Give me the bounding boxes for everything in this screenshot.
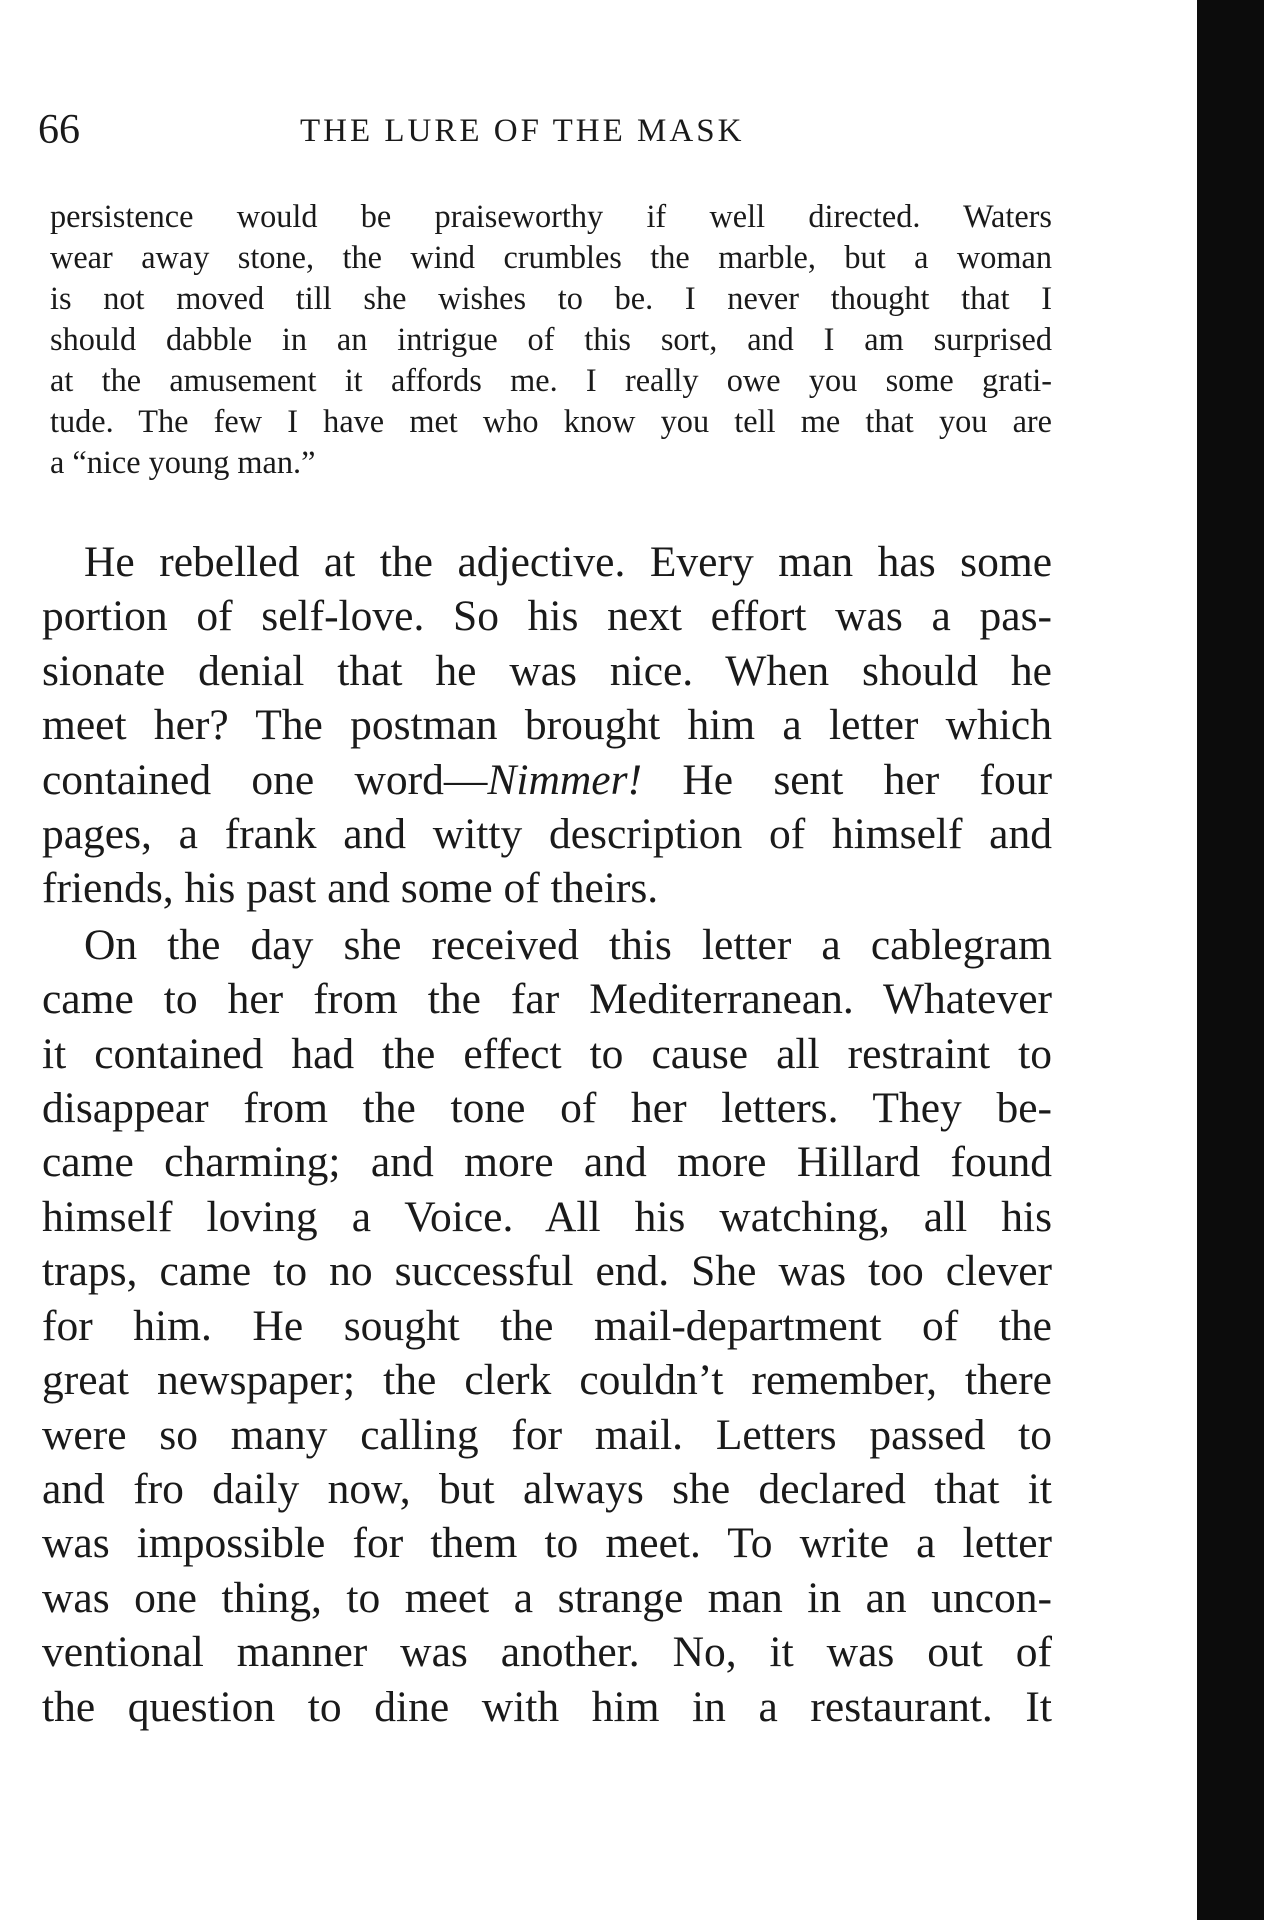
paragraph-2-line: the question to dine with him in a restaurant. It [42,1682,1052,1731]
paragraph-2-line: traps, came to no successful end. She was too clever [42,1247,1052,1296]
paragraph-2-line: came charming; and more and more Hillard found [42,1138,1052,1187]
paragraph-2-line: On the day she received this letter a cablegram [84,920,1052,969]
running-head [38,105,1058,155]
page-number: 66 [38,107,80,153]
letter-line: tude. The few I have met who know you tell me that you are [50,403,1052,439]
paragraph-2-line: and fro daily now, but always she declared that it [42,1464,1052,1513]
narrative-text [42,535,1052,1734]
paragraph-1-line: pages, a frank and witty description of himself and [42,810,1052,859]
letter-line: should dabble in an intrigue of this sort, and I am surprised [50,321,1052,357]
letter-line: wear away stone, the wind crumbles the marble, but a woman [50,239,1052,275]
letter-line: persistence would be praiseworthy if well directed. Waters [50,198,1052,234]
paragraph-2-line: for him. He sought the mail-department of the [42,1301,1052,1350]
paragraph-2-line: was impossible for them to meet. To write a letter [42,1519,1052,1568]
paragraph-2-line: great newspaper; the clerk couldn’t remember, there [42,1356,1052,1405]
paragraph-2-line: was one thing, to meet a strange man in an uncon- [42,1573,1052,1622]
paragraph-2-line: it contained had the effect to cause all restraint to [42,1029,1052,1078]
paragraph-2-line: ventional manner was another. No, it was out of [42,1628,1052,1677]
book-title: THE LURE OF THE MASK [300,113,745,149]
paragraph-1-line: portion of self-love. So his next effort was a pas- [42,592,1052,641]
paragraph-1-line-with-italic [42,753,1052,807]
page-edge-shadow [1197,0,1264,1920]
letter-line: at the amusement it affords me. I really owe you some grati- [50,362,1052,398]
paragraph-1-line: sionate denial that he was nice. When should he [42,646,1052,695]
paragraph-2-line: disappear from the tone of her letters. They be- [42,1084,1052,1133]
text-span: He sent her four [642,755,1052,804]
paragraph-1-line: friends, his past and some of theirs. [42,864,659,913]
text-span: contained one word— [42,755,488,804]
paragraph-2-line: himself loving a Voice. All his watching, all his [42,1192,1052,1241]
italic-word: Nimmer! [487,755,643,804]
paragraph-1-line: He rebelled at the adjective. Every man has some [84,538,1052,586]
letter-line: a “nice young man.” [50,444,316,480]
paragraph-2-line: came to her from the far Mediterranean. Whatever [42,975,1052,1024]
paragraph-1-line: meet her? The postman brought him a letter which [42,701,1052,750]
paragraph-2-line: were so many calling for mail. Letters passed to [42,1410,1052,1459]
letter-line: is not moved till she wishes to be. I never thought that I [50,280,1052,316]
letter-excerpt [50,196,1052,483]
